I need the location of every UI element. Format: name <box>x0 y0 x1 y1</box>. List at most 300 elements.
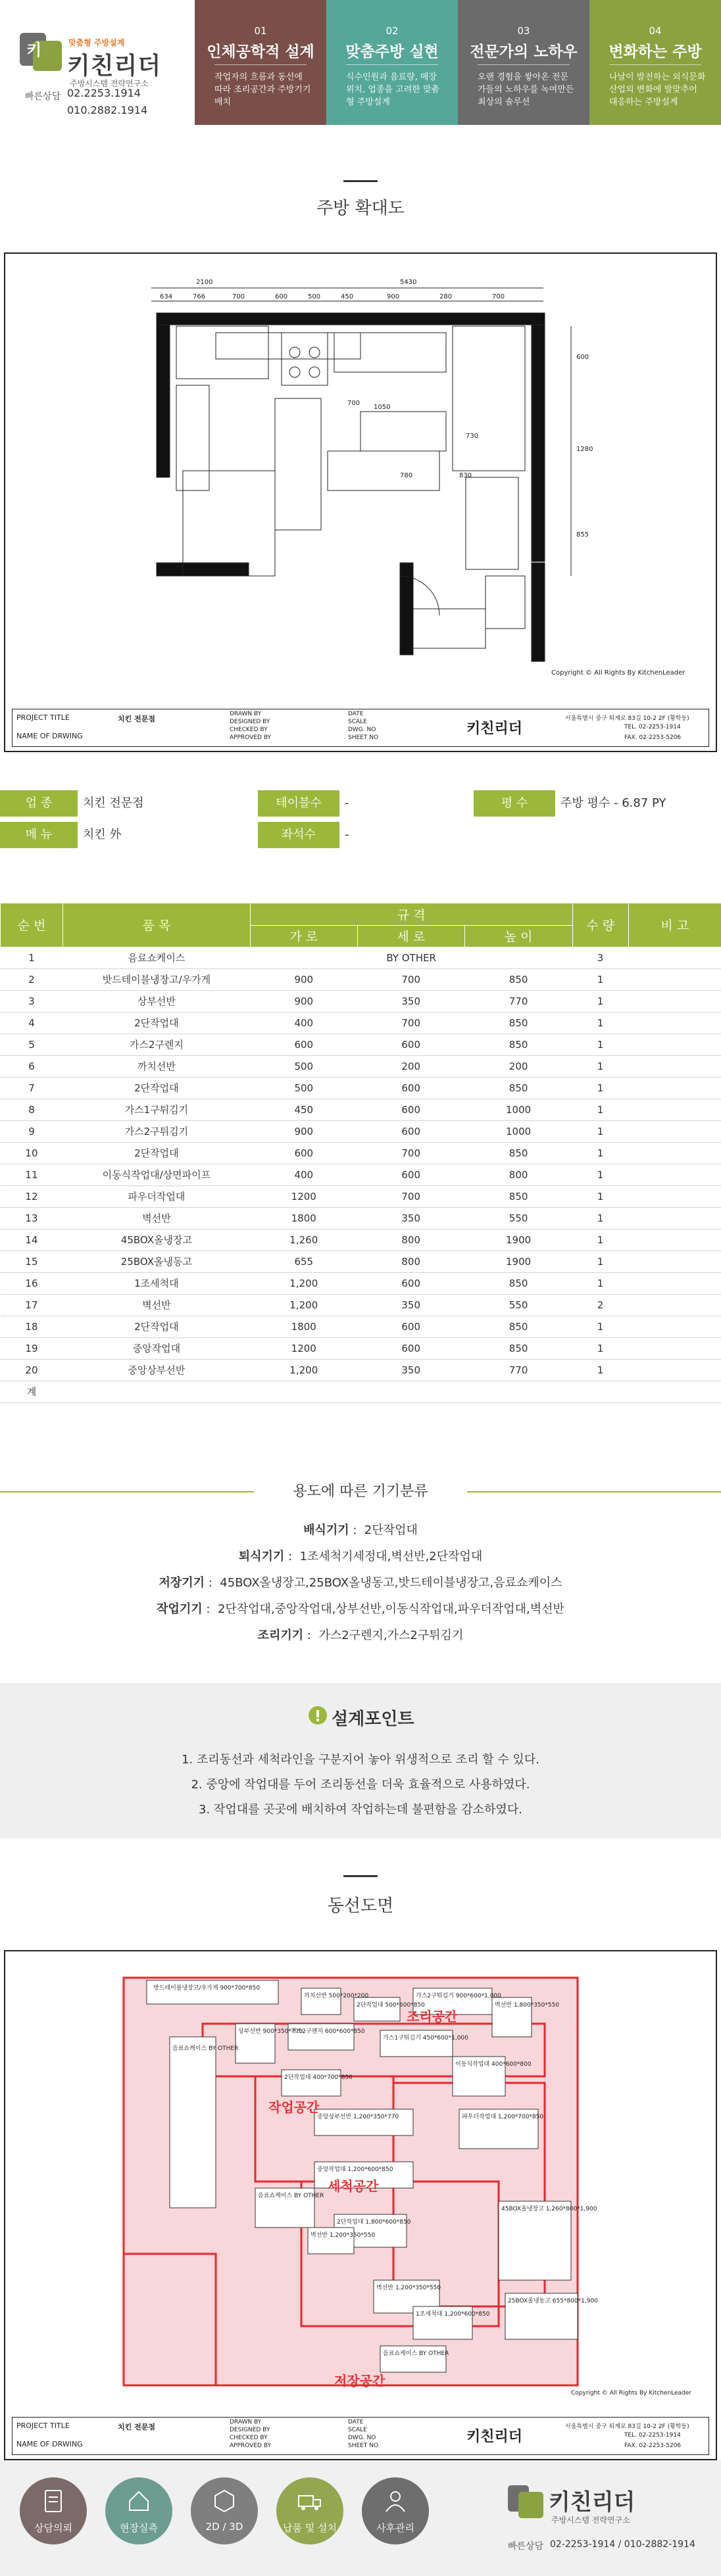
col-height: 높 이 <box>464 925 572 947</box>
col-spec: 규 격 <box>250 903 572 925</box>
feature-tab-title: 인체공학적 설계 <box>207 43 314 60</box>
menu-label: 메 뉴 <box>0 822 78 848</box>
tb-project-label: PROJECT TITLE <box>16 713 70 722</box>
flow-label-12: 파우더작업대 1,200*700*850 <box>462 2114 544 2120</box>
flow-drawing <box>5 1951 716 2412</box>
cell-w: 655 <box>250 1251 357 1272</box>
col-depth: 세 로 <box>357 925 464 947</box>
cell-w: 1200 <box>250 1185 357 1207</box>
zone-work: 작업공간 <box>268 2099 320 2115</box>
tb-approved: APPROVED BY <box>230 2443 272 2449</box>
cell-name: 벽선반 <box>62 1294 250 1316</box>
cell-d <box>357 1381 464 1402</box>
cell-h: 850 <box>464 1272 572 1294</box>
tb-project-label: PROJECT TITLE <box>16 2421 70 2430</box>
cell-qty: 1 <box>572 1251 628 1272</box>
cell-note <box>628 1381 721 1402</box>
cls-storage-value: 45BOX올냉장고,25BOX올냉동고,밧드테이블냉장고,음료쇼케이스 <box>220 1576 562 1590</box>
cell-qty: 1 <box>572 1229 628 1251</box>
feature-tab-title: 맞춤주방 실현 <box>345 43 439 60</box>
flow-label-11: 중앙상부선반 1,200*350*770 <box>317 2114 399 2120</box>
page-footer <box>0 2460 721 2576</box>
flow-label-2: 2단작업대 500*600*850 <box>357 2002 425 2009</box>
table-row <box>1 1099 721 1120</box>
title-underline <box>343 180 378 182</box>
table-row <box>1 1185 721 1207</box>
tb-dwg: DWG. NO <box>348 2435 376 2441</box>
tb-designed: DESIGNED BY <box>230 719 270 725</box>
cell-qty: 1 <box>572 1359 628 1381</box>
cls-return-label: 퇴식기기 <box>238 1550 285 1563</box>
cell-name: 가스2구튀김기 <box>62 1120 250 1142</box>
cell-h: 550 <box>464 1207 572 1229</box>
cell-note <box>628 947 721 968</box>
cell-h: 850 <box>464 1316 572 1337</box>
plan-copyright: Copyright © All Rights By KitchenLeader <box>551 669 685 677</box>
tb-sheet: SHEET NO <box>348 734 379 741</box>
table-row <box>1 1359 721 1381</box>
tb-tel: TEL. 02-2253-1914 <box>624 2432 681 2439</box>
cell-no: 5 <box>1 1034 63 1055</box>
logo-text: 키친리더 <box>67 53 162 80</box>
cell-qty: 1 <box>572 1055 628 1077</box>
flow-title-block <box>12 2417 709 2455</box>
dim-inner-3: 830 <box>459 472 472 479</box>
zone-washing: 세척공간 <box>328 2178 379 2194</box>
cell-note <box>628 1294 721 1316</box>
cell-w: 900 <box>250 1120 357 1142</box>
flow-label-16: 45BOX올냉장고 1,260*800*1,900 <box>501 2206 597 2212</box>
cell-qty: 1 <box>572 990 628 1012</box>
cell-qty: 2 <box>572 1294 628 1316</box>
table-row <box>1 1251 721 1272</box>
cell-qty: 1 <box>572 1316 628 1337</box>
plan-drawing <box>5 254 716 707</box>
cell-no: 17 <box>1 1294 63 1316</box>
info-row-1 <box>0 790 721 817</box>
cell-no: 8 <box>1 1099 63 1120</box>
table-row <box>1 1120 721 1142</box>
cell-qty: 1 <box>572 1012 628 1034</box>
cell-name: 2단작업대 <box>62 1316 250 1337</box>
cell-qty: 1 <box>572 1207 628 1229</box>
feature-tab-number: 01 <box>254 25 267 37</box>
dim-top-0: 634 <box>160 293 173 300</box>
cell-qty: 1 <box>572 1337 628 1359</box>
cell-note <box>628 1055 721 1077</box>
footer-contact-value[interactable]: 02-2253-1914 / 010-2882-1914 <box>550 2539 695 2550</box>
document-icon <box>40 2488 66 2514</box>
cell-no: 2 <box>1 968 63 990</box>
step-install[interactable] <box>276 2477 343 2544</box>
tb-scale: SCALE <box>348 719 367 725</box>
design-points-title: 설계포인트 <box>332 1709 414 1729</box>
tb-address: 서울특별시 중구 퇴계로 83길 10-2 2F (황학동) <box>565 2423 689 2430</box>
cell-note <box>628 1251 721 1272</box>
cell-w: 900 <box>250 990 357 1012</box>
cell-w: 450 <box>250 1099 357 1120</box>
cls-serving-label: 배식기기 <box>303 1523 349 1537</box>
flow-label-18: 벽선반 1,200*350*550 <box>376 2285 441 2291</box>
col-width: 가 로 <box>250 925 357 947</box>
business-value: 치킨 전문점 <box>83 796 144 810</box>
cell-no: 9 <box>1 1120 63 1142</box>
dim-top-total-left: 2100 <box>196 279 213 286</box>
cell-no: 11 <box>1 1164 63 1185</box>
cell-d: 200 <box>357 1055 464 1077</box>
cell-name: 1조세척대 <box>62 1272 250 1294</box>
cell-name: 중앙상부선반 <box>62 1359 250 1381</box>
dim-top-8: 700 <box>492 293 505 300</box>
flow-label-7: 가스1구튀김기 450*600*1,000 <box>383 2035 468 2041</box>
cell-h: 850 <box>464 1142 572 1164</box>
zone-cooking: 조리공간 <box>407 2009 458 2024</box>
flow-label-8: 이동식작업대 400*600*800 <box>455 2061 532 2068</box>
table-row <box>1 1316 721 1337</box>
cell-w: 1,260 <box>250 1229 357 1251</box>
flow-label-6: 가스2구렌지 600*600*850 <box>291 2028 365 2035</box>
dim-top-3: 600 <box>275 293 288 300</box>
table-row <box>1 1164 721 1185</box>
feature-tab-desc: 식수인원과 음료량, 매장위치, 업종을 고려한 맞춤형 주방설계 <box>346 72 440 107</box>
cell-note <box>628 1012 721 1034</box>
col-name: 품 목 <box>62 903 250 947</box>
cell-w: 500 <box>250 1077 357 1099</box>
logo-mark-icon <box>18 29 64 75</box>
dim-top-total-right: 5430 <box>400 279 417 286</box>
cell-qty: 1 <box>572 1185 628 1207</box>
cell-h: 800 <box>464 1164 572 1185</box>
feature-tab-desc: 나날이 발전하는 외식문화 산업의 변화에 발맞추어 대응하는 주방설계 <box>609 72 706 107</box>
tb-address: 서울특별시 중구 퇴계로 83길 10-2 2F (황학동) <box>565 715 689 722</box>
tb-sheet: SHEET NO <box>348 2443 379 2449</box>
table-row <box>1 1142 721 1164</box>
info-row-2 <box>0 822 721 848</box>
cell-d: 700 <box>357 1012 464 1034</box>
cell-d: 350 <box>357 1207 464 1229</box>
cell-d: 600 <box>357 1164 464 1185</box>
cell-h: 850 <box>464 1337 572 1359</box>
cell-h: 850 <box>464 968 572 990</box>
footer-logo-sub: 주방시스템 전략연구소 <box>551 2516 630 2525</box>
flow-section-title: 동선도면 <box>327 1896 394 1916</box>
cell-name: 45BOX올냉장고 <box>62 1229 250 1251</box>
dim-right-1: 1280 <box>576 446 593 453</box>
cell-no: 18 <box>1 1316 63 1337</box>
cls-work: 작업기기 : 2단작업대,중앙작업대,상부선반,이동식작업대,파우더작업대,벽선반 <box>157 1602 564 1616</box>
flow-label-4: 음료쇼케이스 BY OTHER <box>172 2045 239 2052</box>
step-measure[interactable] <box>105 2477 172 2544</box>
cell-name: 파우더작업대 <box>62 1185 250 1207</box>
cell-w: 1800 <box>250 1207 357 1229</box>
cell-note <box>628 1337 721 1359</box>
col-no: 순 번 <box>1 903 63 947</box>
flow-label-19: 1조세척대 1,200*600*850 <box>416 2311 490 2318</box>
design-point-3: 3. 작업대를 곳곳에 배치하여 작업하는데 불편함을 감소하였다. <box>199 1803 522 1817</box>
tb-date: DATE <box>348 711 364 717</box>
cell-no: 14 <box>1 1229 63 1251</box>
tb-name-label: NAME OF DRWING <box>16 732 83 740</box>
tb-fax: FAX. 02-2253-5206 <box>624 734 682 741</box>
cell-no: 3 <box>1 990 63 1012</box>
cell-w: 400 <box>250 1164 357 1185</box>
flow-label-14: 음료쇼케이스 BY OTHER <box>258 2193 324 2199</box>
tb-checked: CHECKED BY <box>230 2435 268 2441</box>
tb-designed: DESIGNED BY <box>230 2427 270 2433</box>
dim-right-0: 600 <box>576 354 589 361</box>
step-label: 사후관리 <box>376 2522 414 2534</box>
cell-note <box>628 1034 721 1055</box>
equipment-table-body <box>1 947 721 1402</box>
feature-tab-ergonomic[interactable] <box>195 0 326 125</box>
divider <box>478 64 570 65</box>
cell-note <box>628 1272 721 1294</box>
cell-w: 1200 <box>250 1337 357 1359</box>
cell-d: 600 <box>357 1272 464 1294</box>
area-value: 주방 평수 - 6.87 PY <box>560 796 666 810</box>
area-label: 평 수 <box>474 790 555 817</box>
cell-d: 600 <box>357 1120 464 1142</box>
dim-inner-2: 730 <box>466 433 479 440</box>
cell-note <box>628 1316 721 1337</box>
dim-top-1: 766 <box>193 293 206 300</box>
cell-qty: 1 <box>572 968 628 990</box>
cell-w: 600 <box>250 1142 357 1164</box>
cell-note <box>628 1099 721 1120</box>
cell-qty: 3 <box>572 947 628 968</box>
cell-d: 700 <box>357 1185 464 1207</box>
table-row <box>1 947 721 968</box>
flow-label-21: 음료쇼케이스 BY OTHER <box>383 2350 449 2357</box>
classification-title: 용도에 따른 기기분류 <box>254 1479 467 1504</box>
flow-label-9: 벽선반 1,800*350*550 <box>495 2002 560 2009</box>
cell-name: 중앙작업대 <box>62 1337 250 1359</box>
flow-label-5: 상부선반 900*350*770 <box>238 2028 303 2035</box>
contact-label: 빠른상담 <box>25 91 61 102</box>
flow-label-0: 밧드테이블냉장고/우가게 900*700*850 <box>153 1985 261 1992</box>
table-row <box>1 990 721 1012</box>
cell-h: 850 <box>464 1034 572 1055</box>
logo-subtitle: 주방시스템 전략연구소 <box>70 79 149 88</box>
dim-top-5: 450 <box>341 293 354 300</box>
truck-icon <box>297 2488 323 2514</box>
zone-storage: 저장공간 <box>334 2373 385 2389</box>
footer-contact-label: 빠른상담 <box>508 2541 544 2552</box>
cell-w: 600 <box>250 1034 357 1055</box>
user-icon <box>382 2488 409 2514</box>
cell-no: 12 <box>1 1185 63 1207</box>
cell-h <box>464 1381 572 1402</box>
tb-tel: TEL. 02-2253-1914 <box>624 724 681 730</box>
flow-copyright: Copyright © All Rights By KitchenLeader <box>571 2390 692 2397</box>
table-row <box>1 1207 721 1229</box>
feature-tab-desc: 오랜 경험을 쌓아온 전문가들의 노하우를 녹여만든 최상의 솔루션 <box>478 72 574 107</box>
flow-label-13: 중앙작업대 1,200*600*850 <box>317 2166 393 2173</box>
cell-no: 19 <box>1 1337 63 1359</box>
design-points-box <box>0 1683 721 1838</box>
cell-name: 2단작업대 <box>62 1077 250 1099</box>
cell-note <box>628 968 721 990</box>
tb-logo-text: 키친리더 <box>466 2429 523 2445</box>
tb-logo-text: 키친리더 <box>466 721 523 737</box>
cell-d: 600 <box>357 1034 464 1055</box>
design-point-1: 1. 조리동선과 세척라인을 구분지어 놓아 위생적으로 조리 할 수 있다. <box>182 1753 539 1767</box>
seats-value: - <box>345 828 349 842</box>
cell-h: 770 <box>464 1359 572 1381</box>
cube-icon <box>211 2488 237 2514</box>
step-consult[interactable] <box>20 2477 87 2544</box>
cell-name: 2단작업대 <box>62 1012 250 1034</box>
cell-h: 1000 <box>464 1120 572 1142</box>
cls-cooking: 조리기기 : 가스2구렌지,가스2구튀김기 <box>257 1629 464 1642</box>
step-2d3d[interactable] <box>191 2477 258 2544</box>
cls-serving: 배식기기 : 2단작업대 <box>303 1523 418 1537</box>
feature-tab-number: 04 <box>649 25 662 37</box>
design-point-2: 2. 중앙에 작업대를 두어 조리동선을 더욱 효율적으로 사용하였다. <box>191 1778 530 1792</box>
tb-checked: CHECKED BY <box>230 727 268 733</box>
feature-tab-knowhow[interactable] <box>458 0 589 125</box>
cell-name: 상부선반 <box>62 990 250 1012</box>
cell-d: 350 <box>357 1294 464 1316</box>
feature-tab-changing[interactable] <box>589 0 721 125</box>
cell-h: 850 <box>464 1012 572 1034</box>
tb-project-title: 치킨 전문점 <box>118 2423 155 2431</box>
seats-label: 좌석수 <box>258 822 339 848</box>
cell-h: 850 <box>464 1077 572 1099</box>
flow-label-3: 가스2구튀김기 900*600*1,000 <box>416 1993 501 1999</box>
cell-no: 10 <box>1 1142 63 1164</box>
step-label: 현장실측 <box>120 2522 158 2534</box>
tb-dwg: DWG. NO <box>348 727 376 733</box>
footer-logo-text: 키친리더 <box>549 2489 635 2516</box>
menu-value: 치킨 外 <box>83 828 122 842</box>
cls-cooking-value: 가스2구렌지,가스2구튀김기 <box>318 1629 464 1642</box>
feature-tab-title: 전문가의 노하우 <box>470 43 578 60</box>
footer-logo-mark-icon <box>507 2483 546 2519</box>
dim-right-2: 855 <box>576 531 589 538</box>
tb-fax: FAX. 02-2253-5206 <box>624 2443 682 2449</box>
flow-label-10: 2단작업대 400*700*850 <box>284 2074 353 2081</box>
table-row <box>1 1034 721 1055</box>
table-row <box>1 1055 721 1077</box>
home-icon <box>126 2488 152 2514</box>
cell-name: 이동식작업대/상면파이프 <box>62 1164 250 1185</box>
cell-name: 가스2구렌지 <box>62 1034 250 1055</box>
cell-qty <box>572 1381 628 1402</box>
table-row <box>1 1337 721 1359</box>
logo-tagline: 맞춤형 주방설계 <box>68 38 125 47</box>
table-row <box>1 968 721 990</box>
cell-name <box>62 1381 250 1402</box>
cell-no: 15 <box>1 1251 63 1272</box>
cell-h: 770 <box>464 990 572 1012</box>
cell-name: 까치선반 <box>62 1055 250 1077</box>
col-note: 비 고 <box>628 903 721 947</box>
cell-w: 1,200 <box>250 1294 357 1316</box>
cell-d: 600 <box>357 1099 464 1120</box>
page-header <box>0 0 721 125</box>
cell-h: 1000 <box>464 1099 572 1120</box>
cell-no: 4 <box>1 1012 63 1034</box>
cell-qty: 1 <box>572 1272 628 1294</box>
tb-name-label: NAME OF DRWING <box>16 2440 83 2448</box>
cls-storage-label: 저장기기 <box>159 1576 205 1590</box>
cell-note <box>628 1229 721 1251</box>
tb-drawn: DRAWN BY <box>230 2419 262 2425</box>
contact-phone-2[interactable]: 010.2882.1914 <box>67 104 148 116</box>
tb-approved: APPROVED BY <box>230 734 272 741</box>
cell-qty: 1 <box>572 1077 628 1099</box>
flow-label-20: 25BOX올냉동고 655*800*1,900 <box>508 2298 598 2304</box>
cell-h: 1900 <box>464 1251 572 1272</box>
cls-serving-value: 2단작업대 <box>364 1523 418 1537</box>
tb-drawn: DRAWN BY <box>230 711 262 717</box>
cls-return: 퇴식기기 : 1조세척기세정대,벽선반,2단작업대 <box>238 1550 483 1563</box>
cell-qty: 1 <box>572 1164 628 1185</box>
cell-qty: 1 <box>572 1120 628 1142</box>
dim-top-7: 280 <box>439 293 453 300</box>
cls-cooking-label: 조리기기 <box>257 1629 304 1642</box>
table-row <box>1 1381 721 1402</box>
cell-d: 350 <box>357 990 464 1012</box>
title-underline <box>343 1875 378 1877</box>
cell-note <box>628 1185 721 1207</box>
step-label: 2D / 3D <box>205 2521 243 2533</box>
divider <box>609 64 701 65</box>
cls-work-label: 작업기기 <box>157 1602 203 1616</box>
plan-title-block <box>12 709 709 747</box>
tables-label: 테이블수 <box>258 790 339 817</box>
step-label: 납품 및 설치 <box>283 2522 337 2534</box>
cls-return-value: 1조세척기세정대,벽선반,2단작업대 <box>299 1550 483 1563</box>
cell-name: 밧드테이블냉장고/우가게 <box>62 968 250 990</box>
cell-note <box>628 1207 721 1229</box>
cell-w <box>250 1381 357 1402</box>
cell-w: 900 <box>250 968 357 990</box>
tb-scale: SCALE <box>348 2427 367 2433</box>
cell-name: 2단작업대 <box>62 1142 250 1164</box>
cell-note <box>628 1359 721 1381</box>
tb-project-title: 치킨 전문점 <box>118 715 155 723</box>
cell-note <box>628 1077 721 1099</box>
step-aftercare[interactable] <box>362 2477 429 2544</box>
cell-w: 400 <box>250 1012 357 1034</box>
dim-inner-4: 780 <box>400 472 413 479</box>
cell-d: 600 <box>357 1337 464 1359</box>
cell-d: 600 <box>357 1077 464 1099</box>
cell-d: 350 <box>357 1359 464 1381</box>
dim-inner-1: 1050 <box>374 404 391 411</box>
feature-tab-custom[interactable] <box>326 0 458 125</box>
cls-storage: 저장기기 : 45BOX올냉장고,25BOX올냉동고,밧드테이블냉장고,음료쇼케이스 <box>159 1576 562 1590</box>
cell-note <box>628 1142 721 1164</box>
svg-text:키: 키 <box>26 41 42 59</box>
cell-h: 200 <box>464 1055 572 1077</box>
tables-value: - <box>345 796 349 810</box>
contact-phone-1[interactable]: 02.2253.1914 <box>67 87 141 99</box>
cell-no: 20 <box>1 1359 63 1381</box>
cell-note <box>628 1120 721 1142</box>
flow-label-1: 까치선반 500*200*200 <box>304 1993 369 1999</box>
cell-w: 1,200 <box>250 1359 357 1381</box>
dim-top-2: 700 <box>232 293 245 300</box>
cell-name: 음료쇼케이스 <box>62 947 250 968</box>
table-row <box>1 1012 721 1034</box>
cell-w: 1800 <box>250 1316 357 1337</box>
cell-no: 계 <box>1 1381 63 1402</box>
cell-spec: BY OTHER <box>250 947 572 968</box>
cell-name: 가스1구튀김기 <box>62 1099 250 1120</box>
